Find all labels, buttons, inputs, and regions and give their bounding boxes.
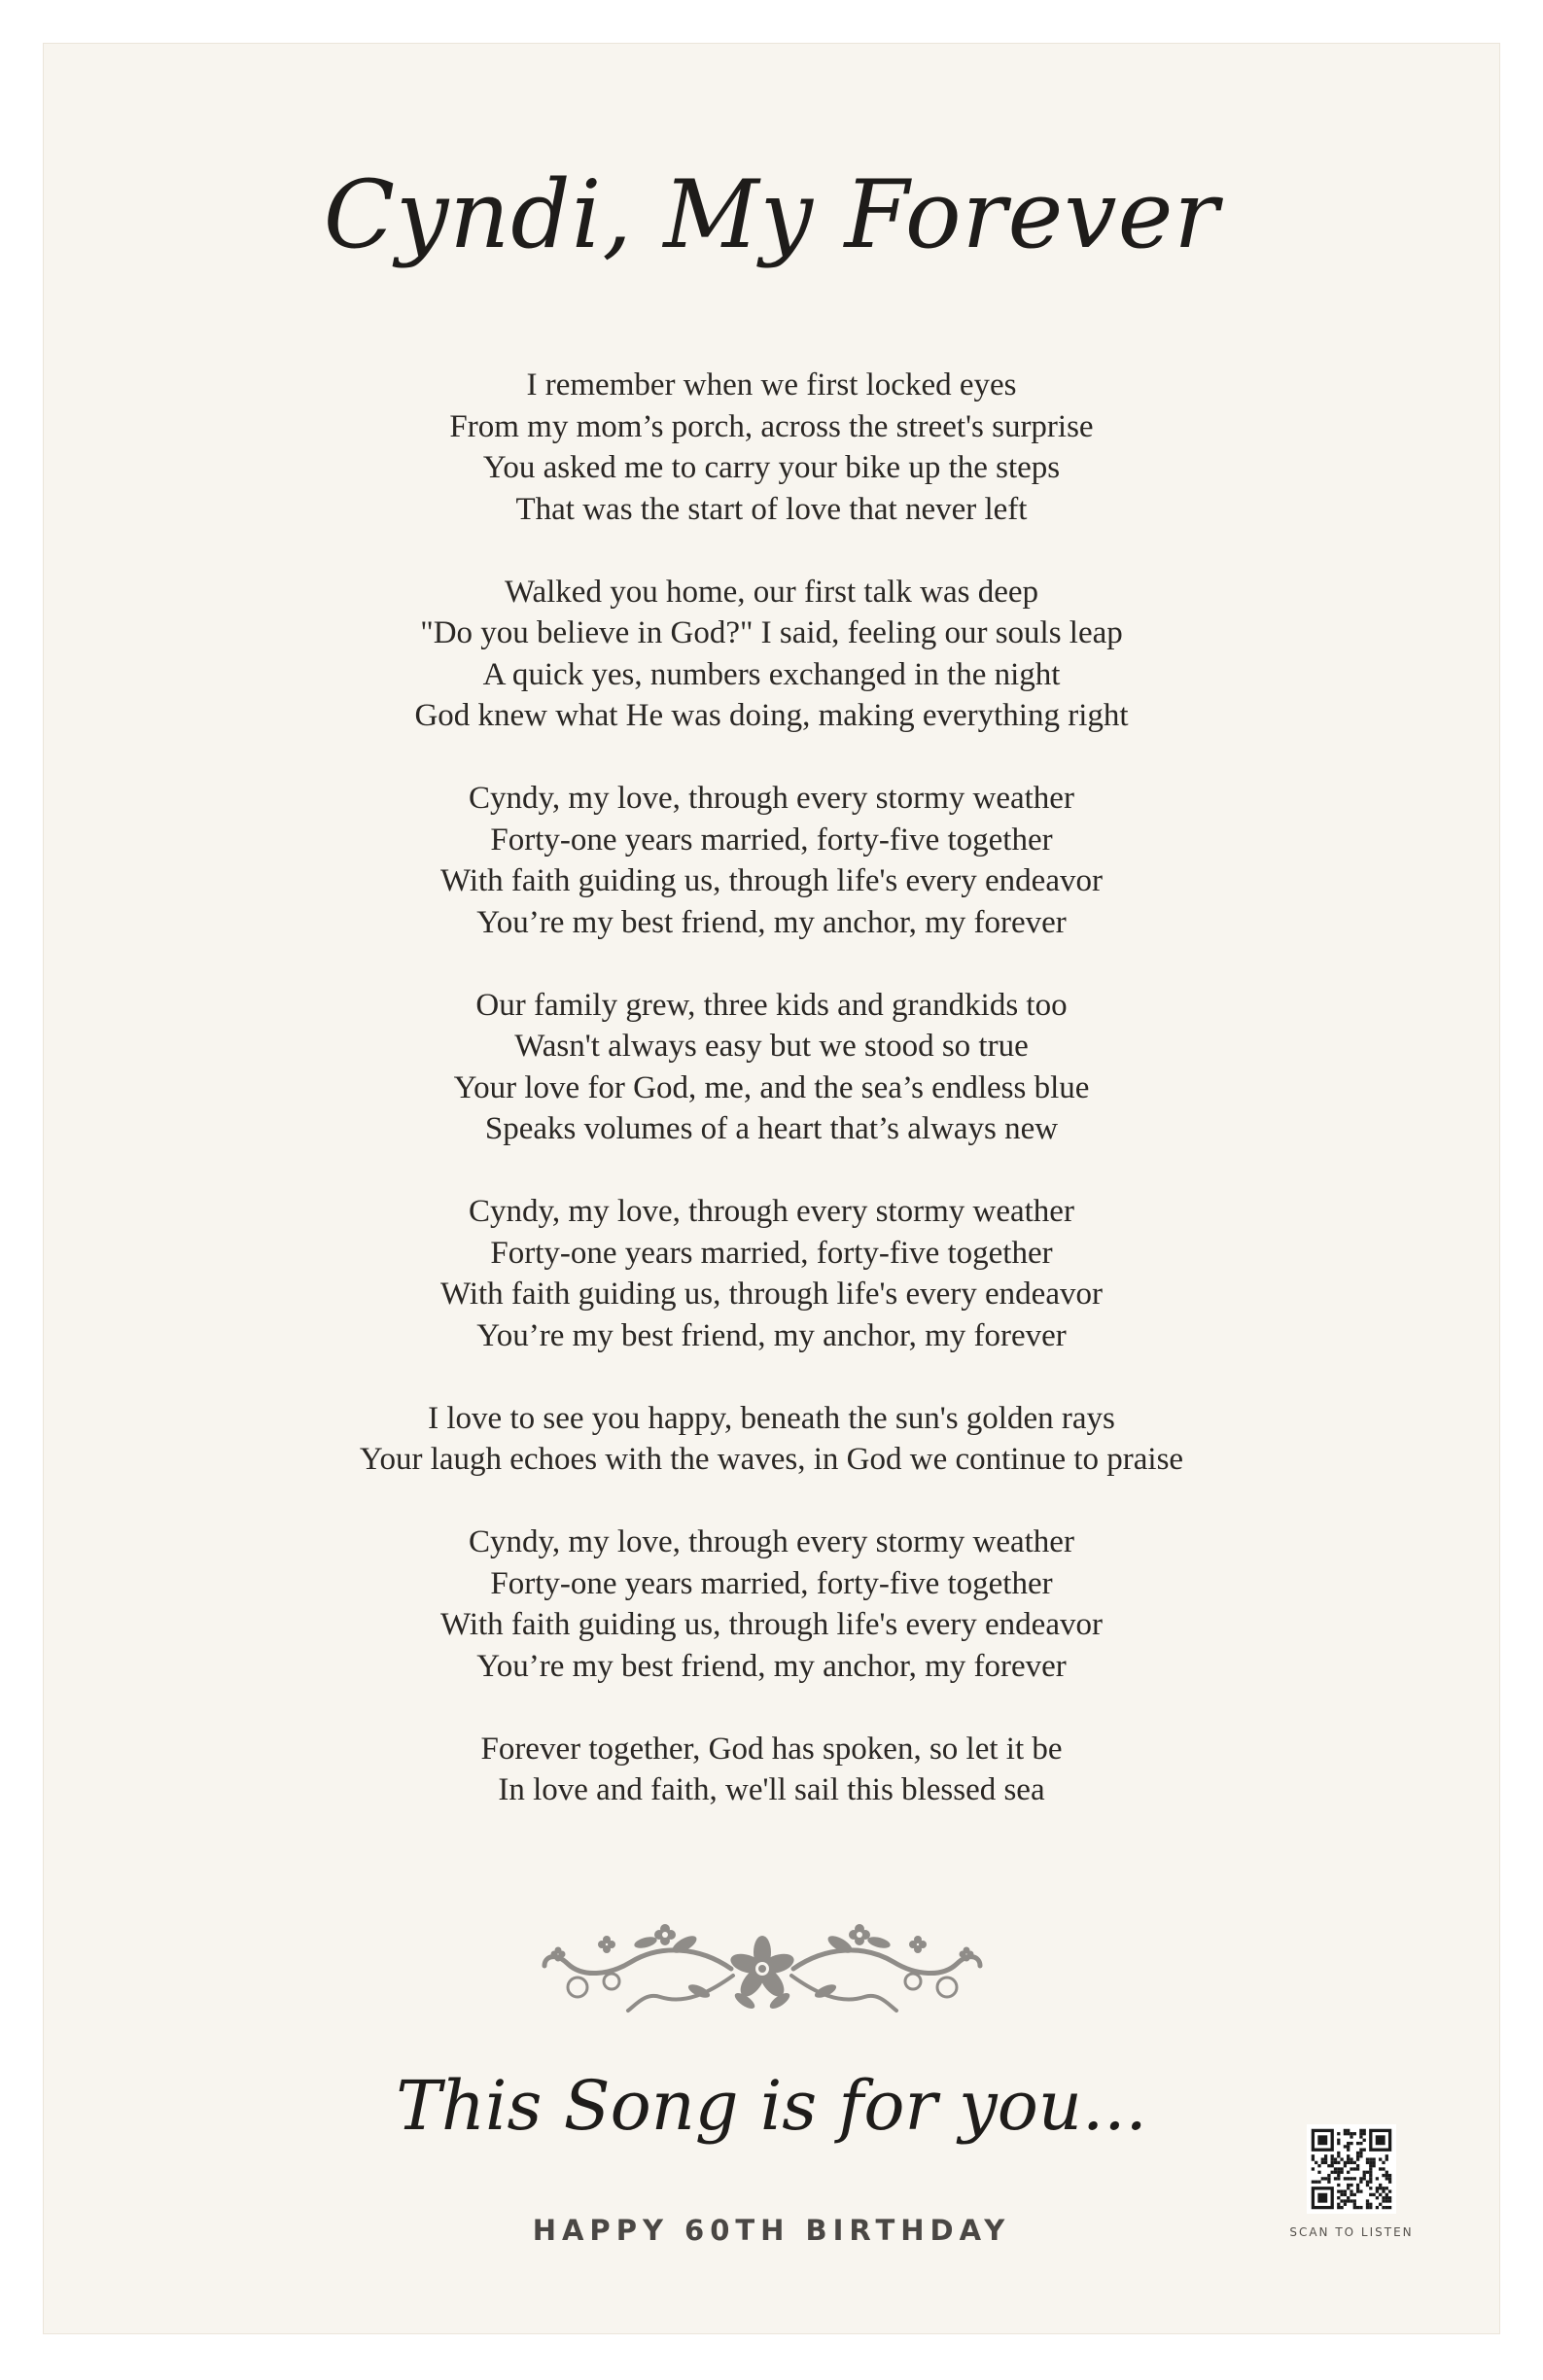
lyric-line: Cyndy, my love, through every stormy weather	[469, 1524, 1074, 1559]
stanza-chorus-2	[44, 1191, 1499, 1356]
lyric-line: Our family grew, three kids and grandkids too	[475, 987, 1068, 1023]
lyric-line: Walked you home, our first talk was deep	[504, 574, 1039, 610]
lyric-line: From my mom’s porch, across the street's surprise	[449, 408, 1094, 444]
lyric-line: In love and faith, we'll sail this blessed sea	[498, 1772, 1045, 1807]
closing-dedication: This Song is for you...	[396, 2066, 1147, 2146]
lyric-line: Forty-one years married, forty-five together	[490, 822, 1053, 858]
floral-divider-icon	[539, 1915, 986, 2022]
lyric-line: With faith guiding us, through life's every endeavor	[440, 1277, 1103, 1312]
stanza-verse-2	[44, 572, 1499, 737]
lyric-line: Cyndy, my love, through every stormy weather	[469, 781, 1074, 816]
lyric-line: I love to see you happy, beneath the sun's golden rays	[428, 1400, 1115, 1436]
lyric-line: With faith guiding us, through life's every endeavor	[440, 1607, 1103, 1642]
poster	[43, 43, 1500, 2334]
lyric-line: Forty-one years married, forty-five together	[490, 1565, 1053, 1601]
lyric-line: Your laugh echoes with the waves, in God we continue to praise	[359, 1442, 1184, 1477]
qr-code-icon[interactable]	[1307, 2124, 1396, 2214]
stanza-bridge	[44, 1398, 1499, 1481]
stanza-outro	[44, 1729, 1499, 1811]
lyric-line: I remember when we first locked eyes	[526, 368, 1017, 402]
lyric-line: A quick yes, numbers exchanged in the night	[482, 656, 1061, 692]
lyric-line: Speaks volumes of a heart that’s always new	[484, 1111, 1059, 1146]
lyric-line: Forty-one years married, forty-five together	[490, 1235, 1053, 1271]
lyric-line: Wasn't always easy but we stood so true	[514, 1029, 1029, 1064]
stanza-verse-1	[44, 365, 1499, 530]
lyric-line: You’re my best friend, my anchor, my forever	[476, 904, 1067, 940]
lyric-line: You asked me to carry your bike up the steps	[482, 450, 1061, 485]
lyric-line: That was the start of love that never left	[515, 491, 1028, 527]
stanza-verse-3	[44, 985, 1499, 1150]
stanza-chorus-1	[44, 778, 1499, 943]
lyric-line: Cyndy, my love, through every stormy weather	[469, 1194, 1074, 1229]
lyric-line: You’re my best friend, my anchor, my forever	[476, 1317, 1067, 1353]
lyrics	[44, 365, 1499, 1852]
lyric-line: God knew what He was doing, making everything right	[414, 698, 1129, 733]
birthday-subtitle: HAPPY 60TH BIRTHDAY	[532, 2214, 1011, 2247]
lyric-line: With faith guiding us, through life's every endeavor	[440, 863, 1103, 898]
qr-label: SCAN TO LISTEN	[1289, 2225, 1414, 2239]
lyric-line: You’re my best friend, my anchor, my forever	[476, 1648, 1067, 1684]
stanza-chorus-3	[44, 1522, 1499, 1687]
lyric-line: "Do you believe in God?" I said, feeling our souls leap	[420, 615, 1123, 650]
song-title: Cyndi, My Forever	[323, 160, 1220, 269]
lyric-line: Your love for God, me, and the sea’s endless blue	[453, 1069, 1090, 1105]
lyric-line: Forever together, God has spoken, so let it be	[480, 1731, 1063, 1767]
